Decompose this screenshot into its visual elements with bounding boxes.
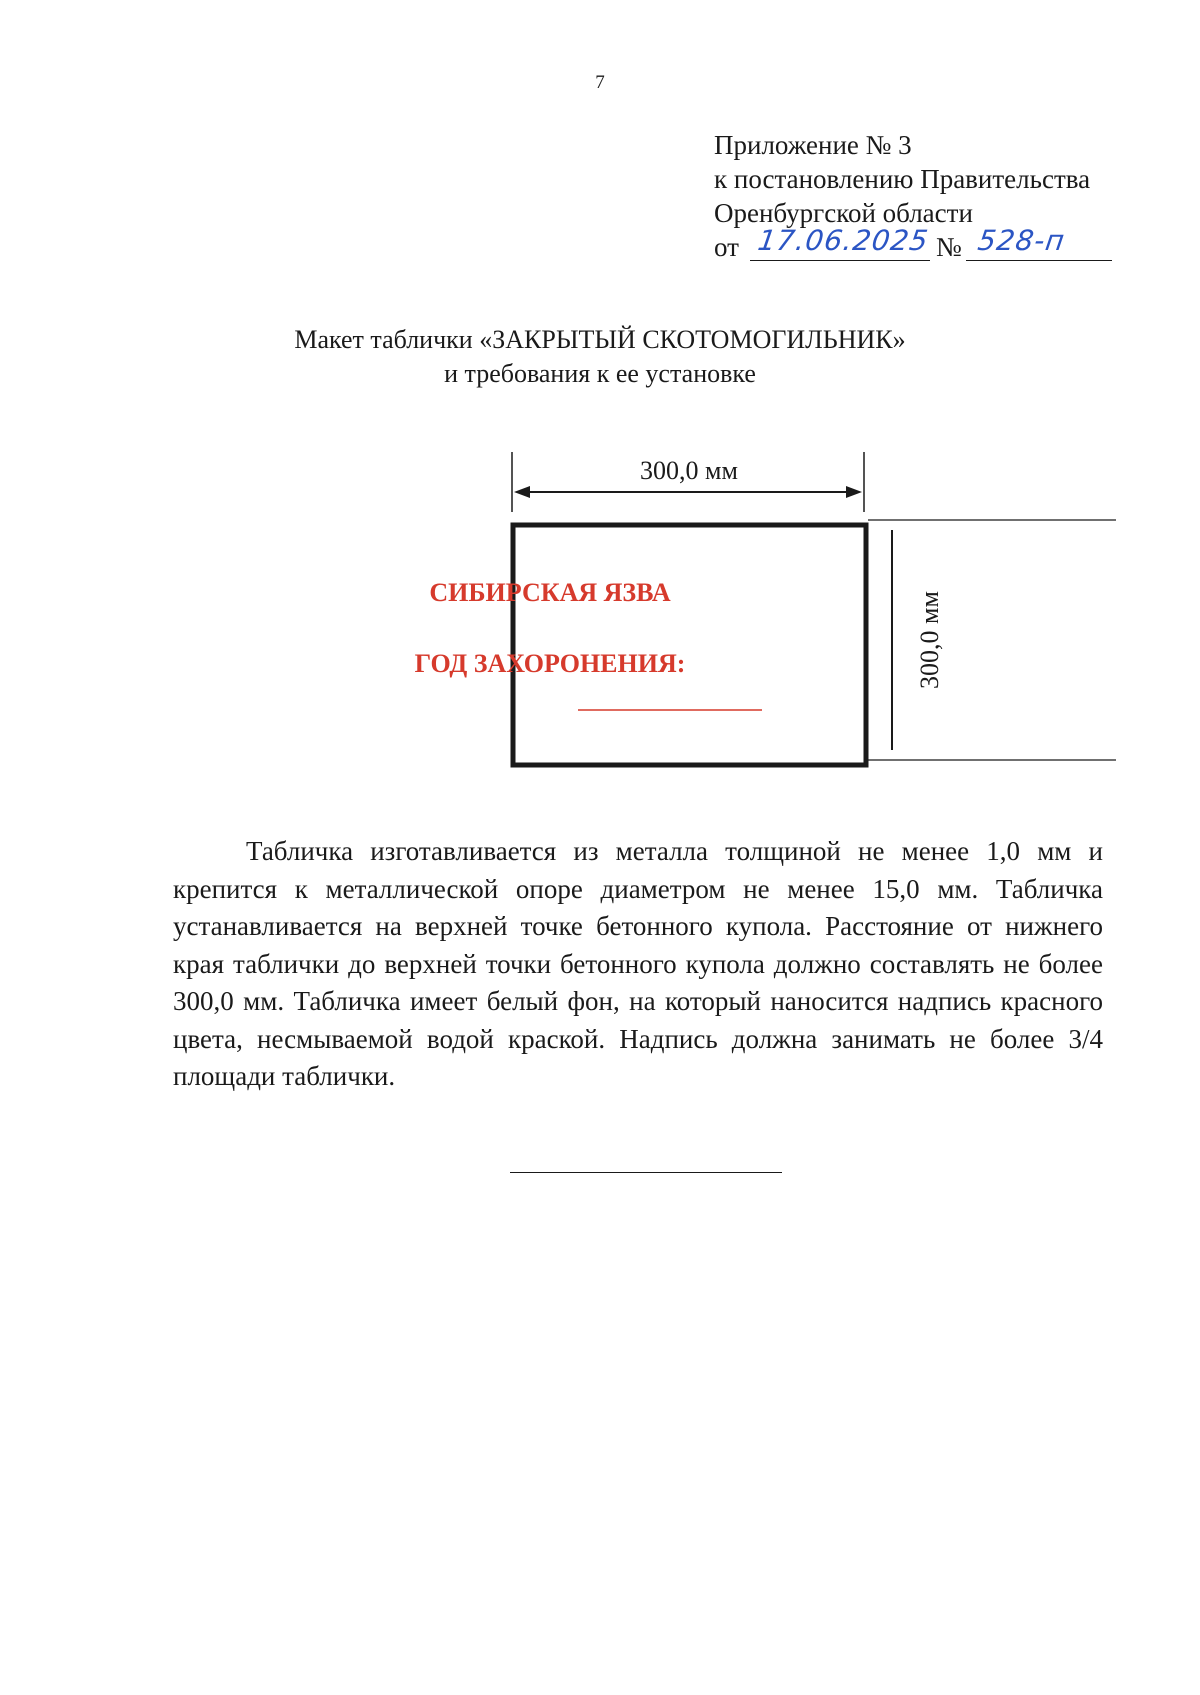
number-label: № [936,232,962,262]
plate-frame [513,525,866,765]
annex-decree: к постановлению Правительства [714,164,1091,194]
plate-text-anthrax: СИБИРСКАЯ ЯЗВА [429,578,671,607]
width-arrow-left-icon [514,486,530,498]
annex-number: Приложение № 3 [714,130,912,160]
annex-region: Оренбургской области [714,198,973,228]
end-divider [510,1172,782,1173]
handwritten-date: 17.06.2025 [755,224,931,257]
title-line-2: и требования к ее установке [444,359,756,388]
plate-text-burial-year: ГОД ЗАХОРОНЕНИЯ: [414,649,686,678]
height-label: 300,0 мм [915,591,944,689]
width-label: 300,0 мм [640,456,738,485]
width-arrow-right-icon [846,486,862,498]
title-line-1: Макет таблички «ЗАКРЫТЫЙ СКОТОМОГИЛЬНИК» [294,325,906,354]
requirements-paragraph: Табличка изготавливается из металла толщиной не менее 1,0 мм и крепится к металлической опоре диаметром не менее 15,0 мм. Табличка устанавливается на верхней точке бетонного купола. Расстояние от нижнего края таблички до верхней точки бетонного купола должно составлять не более 300,0 мм. Табличка имеет белый фон, на который наносится надпись красного цвета, несмываемой водой краской. Надпись должна занимать не более 3/4 площади таблички. [173,836,1103,1091]
from-label: от [714,232,739,262]
page-number: 7 [595,72,605,93]
handwritten-number: 528-п [975,224,1068,257]
